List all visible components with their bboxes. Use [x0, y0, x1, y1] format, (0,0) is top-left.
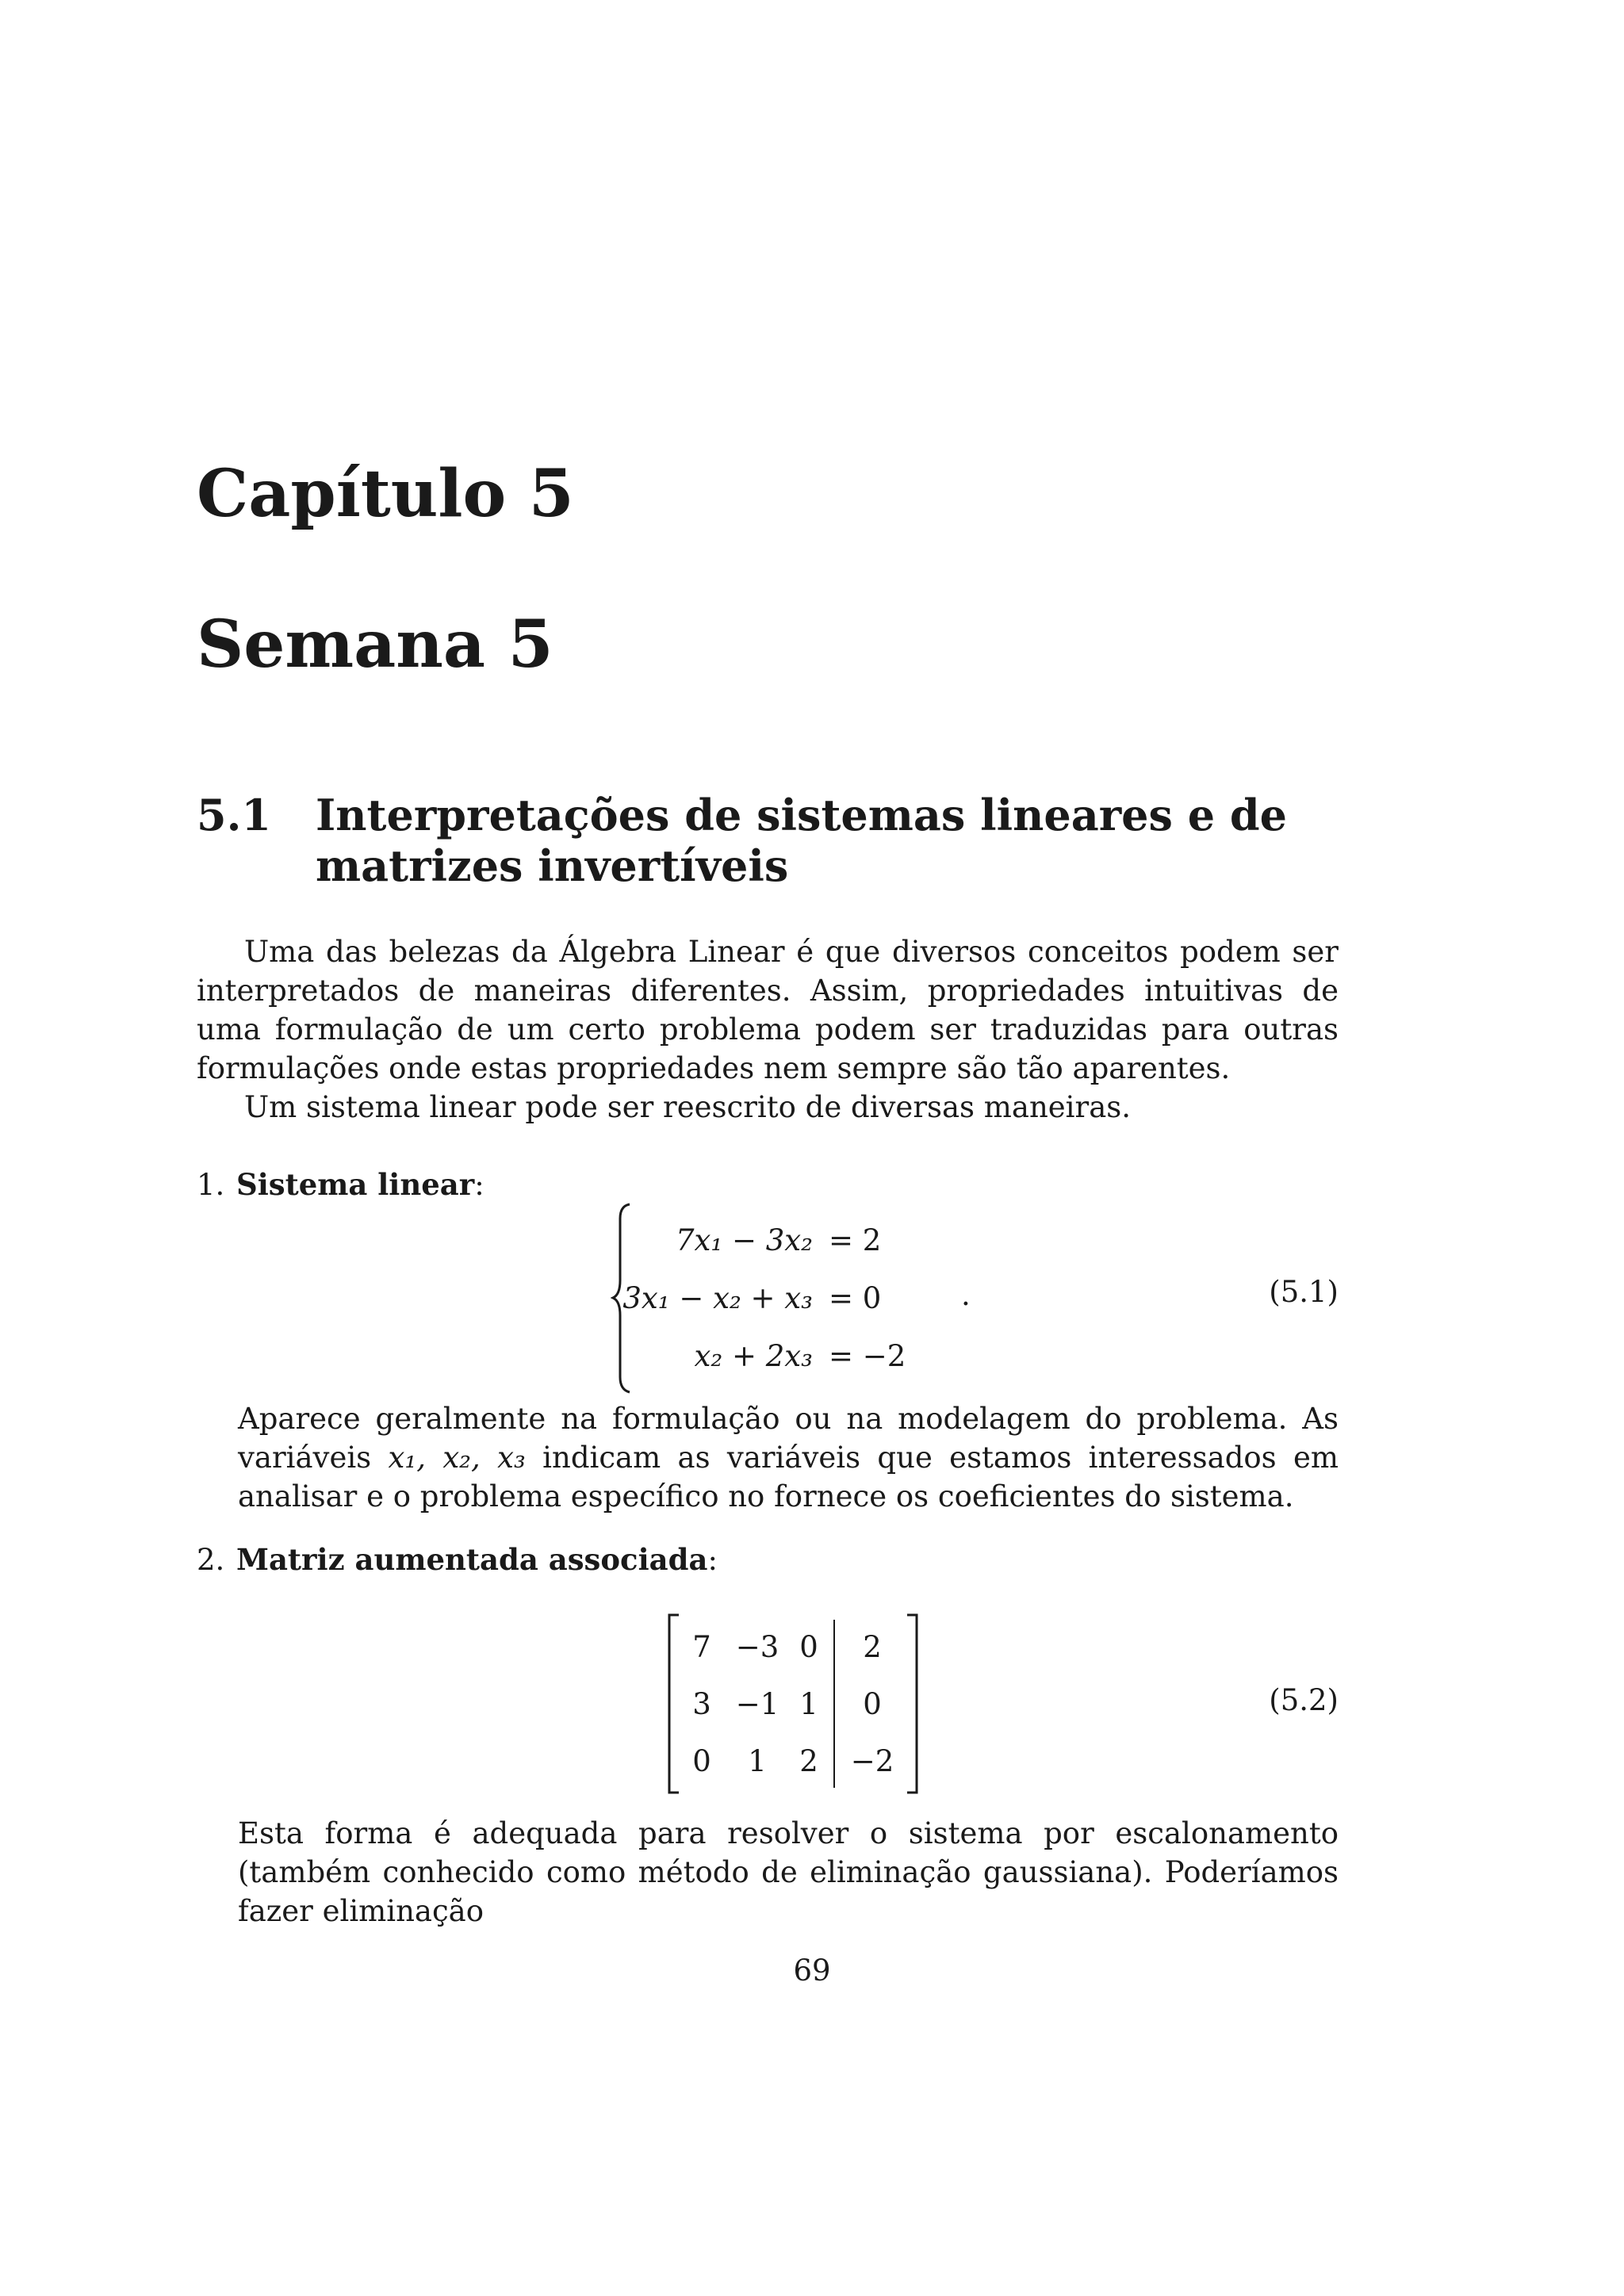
page-number: 69: [793, 1954, 831, 1988]
item-label-colon: :: [707, 1543, 718, 1577]
matrix-cell: −3: [735, 1630, 779, 1664]
matrix-cell: 0: [799, 1630, 818, 1664]
item-label-colon: :: [474, 1168, 485, 1202]
equation-number-5-2: (5.2): [1269, 1683, 1339, 1717]
row-3-lhs: x₂ + 2x₃: [694, 1339, 813, 1373]
description-part-1: Aparece geralmente na formulação ou na modelagem do problema. As variáveis: [238, 1402, 1339, 1475]
augmented-matrix-description: Esta forma é adequada para resolver o sistema por escalonamento (também conhecido como método de eliminação gaussiana). Poderíamos fazer eliminação: [238, 1816, 1339, 1928]
matrix-cell: 1: [799, 1687, 818, 1721]
matrix-cell: 7: [692, 1630, 711, 1664]
system-row-3-lhs: [642, 1337, 813, 1376]
description-part-2: indicam as variáveis que estamos interessados em analisar e o problema específico no fornece os coeficientes do sistema.: [238, 1441, 1339, 1513]
matrix-cell: 2: [863, 1630, 882, 1664]
row-1-lhs: 7x₁ − 3x₂: [675, 1223, 813, 1257]
matrix-cell: −1: [735, 1687, 779, 1721]
item-label: [236, 1165, 485, 1204]
system-row-2-lhs: [622, 1279, 813, 1318]
row-1-rhs: = 2: [829, 1223, 882, 1257]
row-2-rhs: = 0: [829, 1281, 882, 1315]
matrix-cell: 3: [692, 1687, 711, 1721]
list-marker: 1.: [197, 1168, 225, 1202]
description-variables: x₁, x₂, x₃: [388, 1441, 526, 1475]
item-label-text: Matriz aumentada associada: [236, 1542, 708, 1577]
matrix-cell: −2: [850, 1744, 894, 1778]
chapter-label: Capítulo 5: [197, 456, 574, 532]
matrix-cell: 0: [863, 1687, 882, 1721]
section-number: 5.1: [197, 790, 271, 840]
linear-system-description: [238, 1399, 1339, 1516]
matrix-cell: 2: [799, 1744, 818, 1778]
chapter-title: Semana 5: [197, 607, 553, 683]
system-row-1-lhs: [642, 1221, 813, 1261]
list-marker: 2.: [197, 1543, 225, 1577]
matrix-cell: 1: [748, 1744, 767, 1778]
augmented-matrix: [666, 1613, 920, 1796]
equation-number-5-1: (5.1): [1269, 1275, 1339, 1309]
section-title: Interpretações de sistemas lineares e de matrizes invertíveis: [316, 790, 1287, 891]
row-2-lhs: 3x₁ − x₂ + x₃: [622, 1281, 813, 1315]
item-label-text: Sistema linear: [236, 1167, 475, 1202]
row-3-rhs: = −2: [829, 1339, 906, 1373]
equation-trailing-dot: .: [961, 1278, 971, 1312]
matrix-cell: 0: [692, 1744, 711, 1778]
linear-system: [611, 1201, 1007, 1395]
item-label: [236, 1540, 718, 1579]
lead-paragraph: Um sistema linear pode ser reescrito de diversas maneiras.: [244, 1090, 1132, 1124]
intro-paragraph: Uma das belezas da Álgebra Linear é que diversos conceitos podem ser interpretados de maneiras diferentes. Assim, propriedades intuitivas de uma formulação de um certo problema podem ser traduzidas para outras formulações onde estas propriedades nem sempre são tão aparentes.: [197, 935, 1339, 1085]
